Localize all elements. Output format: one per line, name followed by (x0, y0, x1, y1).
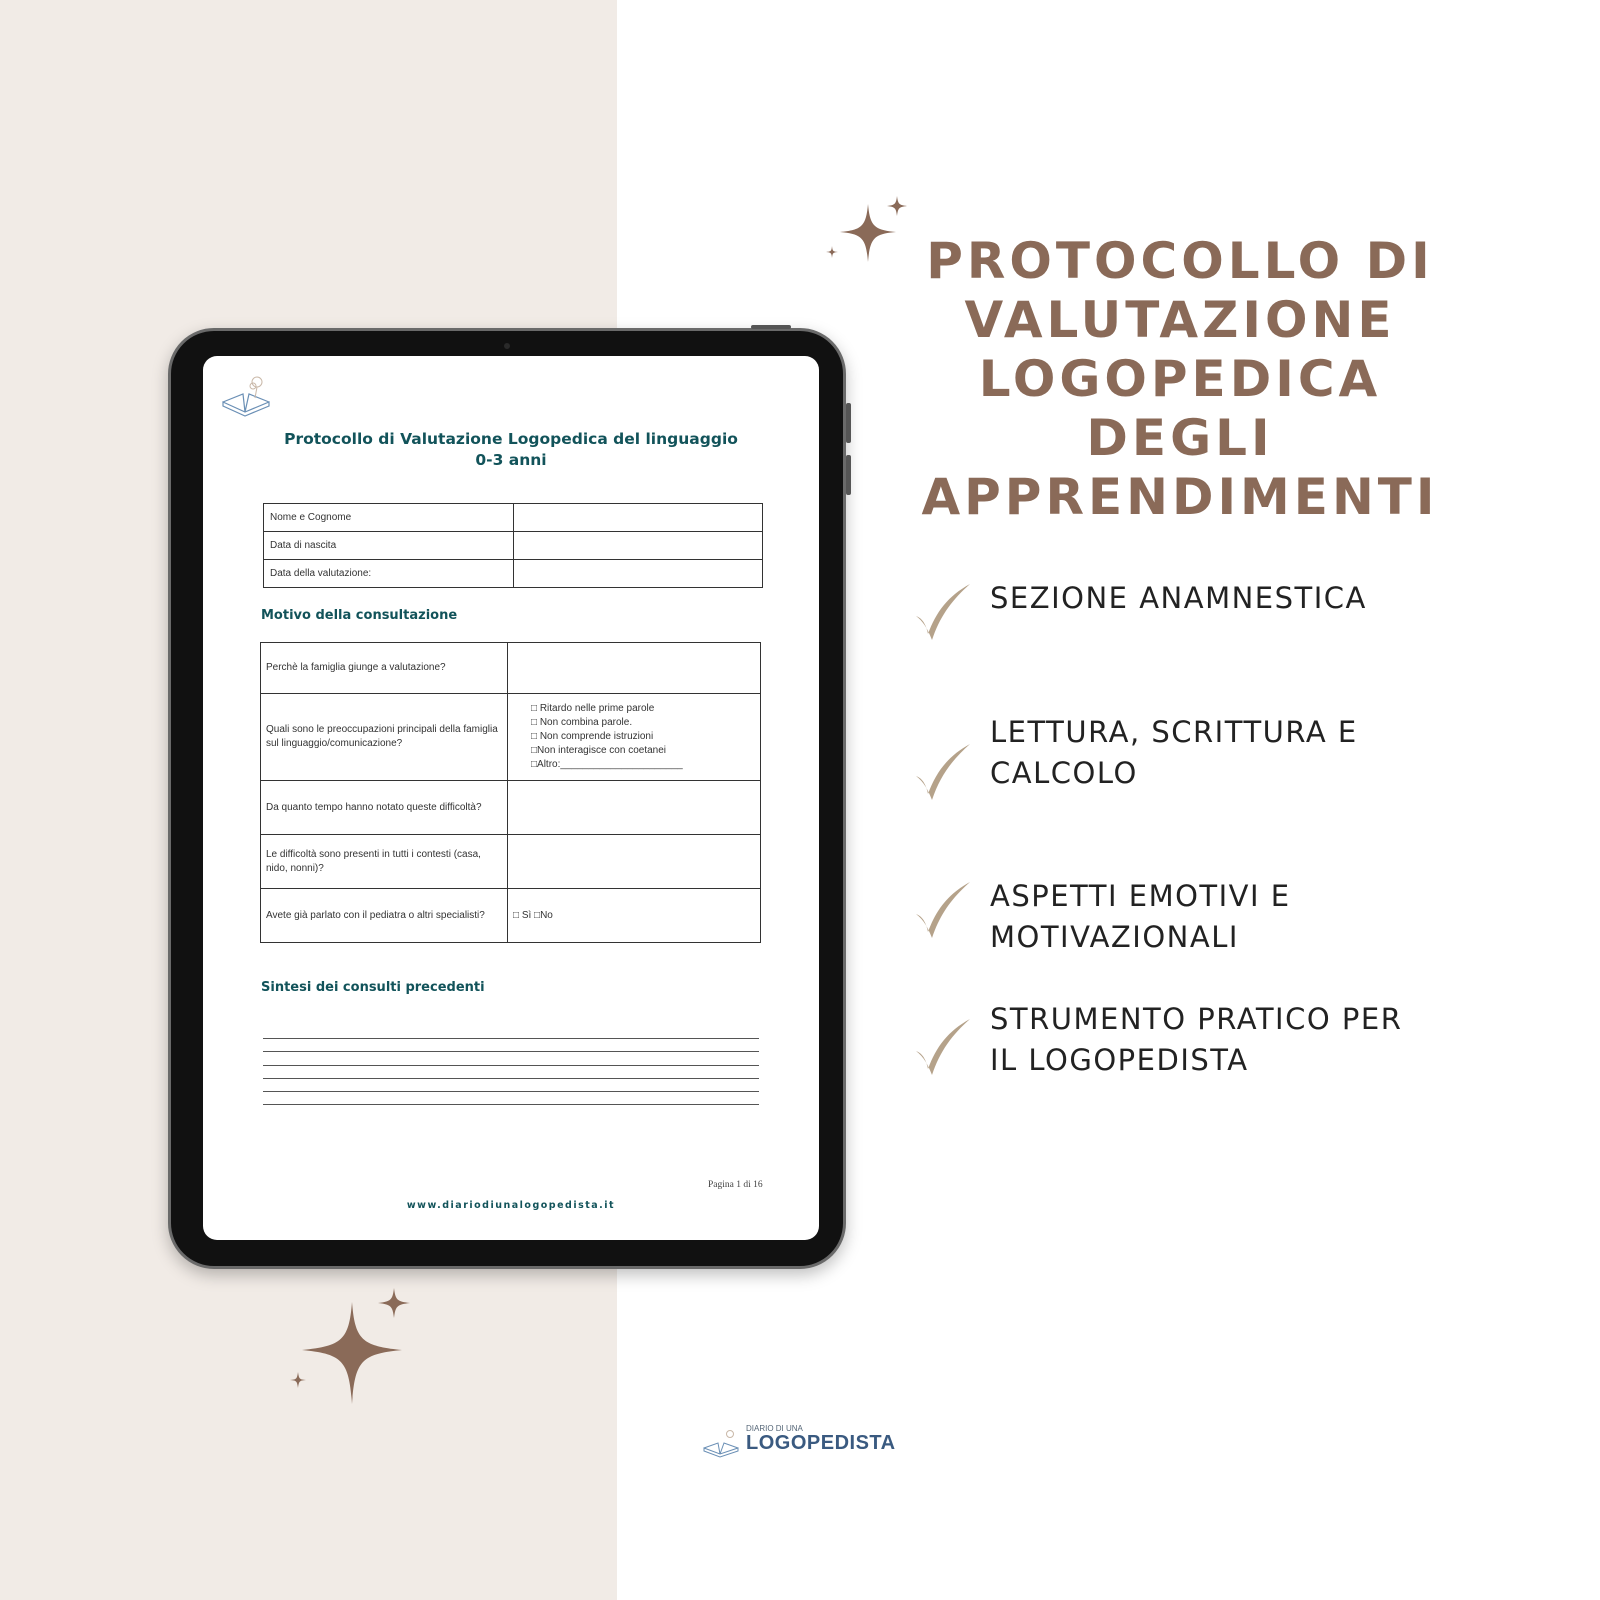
writing-line[interactable] (263, 1066, 759, 1079)
headline-line: VALUTAZIONE (964, 291, 1396, 349)
document-title-line: 0-3 anni (475, 451, 547, 469)
tablet-device (168, 328, 846, 1269)
book-logo-icon (702, 1428, 744, 1464)
yes-no-cell[interactable]: □ Sì □No (508, 889, 761, 943)
checkmark-icon (912, 1017, 974, 1081)
question-cell: Quali sono le preoccupazioni principali della famiglia sul linguaggio/comunicazione? (261, 694, 508, 781)
option-item[interactable]: □Non interagisce con coetanei (531, 745, 667, 756)
tablet-side-button (846, 455, 851, 495)
feature-text (990, 999, 1402, 1081)
brand-name: LOGOPEDISTA (746, 1432, 896, 1454)
feature-text (990, 712, 1358, 794)
table-row (261, 781, 761, 835)
writing-line[interactable] (263, 1026, 759, 1039)
sparkle-icon (822, 196, 912, 276)
field-label: Data di nascita (264, 532, 514, 560)
question-cell: Le difficoltà sono presenti in tutti i contesti (casa, nido, nonni)? (261, 835, 508, 889)
question-cell: Perchè la famiglia giunge a valutazione? (261, 643, 508, 694)
table-row (261, 835, 761, 889)
document-title (203, 429, 819, 471)
page-number: Pagina 1 di 16 (708, 1180, 763, 1190)
feature-line: SEZIONE ANAMNESTICA (990, 581, 1367, 615)
feature-line: CALCOLO (990, 756, 1138, 790)
website-link[interactable]: www.diariodiunalogopedista.it (406, 1200, 616, 1211)
field-label: Data della valutazione: (264, 560, 514, 588)
sparkle-icon (282, 1288, 422, 1418)
answer-cell[interactable] (508, 643, 761, 694)
tablet-side-button (846, 403, 851, 443)
brand-logo (702, 1420, 902, 1470)
patient-info-table (263, 503, 763, 588)
table-row (261, 694, 761, 781)
table-row (264, 560, 763, 588)
writing-line[interactable] (263, 1039, 759, 1052)
book-logo-icon (219, 372, 277, 420)
checkmark-icon (912, 880, 974, 944)
field-value[interactable] (513, 560, 763, 588)
answer-cell[interactable] (508, 781, 761, 835)
tablet-screen (203, 356, 819, 1240)
options-list (513, 702, 755, 772)
camera-dot (504, 343, 510, 349)
option-item[interactable]: □ Non comprende istruzioni (531, 731, 654, 742)
field-value[interactable] (513, 504, 763, 532)
writing-line[interactable] (263, 1092, 759, 1105)
brand-tagline: DIARIO DI UNA (746, 1424, 803, 1433)
answer-cell[interactable] (508, 835, 761, 889)
question-cell: Avete già parlato con il pediatra o altri specialisti? (261, 889, 508, 943)
table-row (261, 889, 761, 943)
table-row (264, 504, 763, 532)
headline-line: APPRENDIMENTI (921, 468, 1439, 526)
feature-text (990, 876, 1291, 958)
feature-line: ASPETTI EMOTIVI E (990, 879, 1291, 913)
checkmark-icon (912, 742, 974, 806)
section-heading-motivo: Motivo della consultazione (261, 608, 458, 623)
writing-line[interactable] (263, 1079, 759, 1092)
consultation-table (260, 642, 761, 943)
option-item[interactable]: □ Non combina parole. (531, 717, 633, 728)
feature-line: STRUMENTO PRATICO PER (990, 1002, 1403, 1036)
answer-cell[interactable] (508, 694, 761, 781)
table-row (261, 643, 761, 694)
writing-lines (263, 1026, 759, 1105)
headline-line: LOGOPEDICA (978, 350, 1382, 408)
field-label: Nome e Cognome (264, 504, 514, 532)
tablet-top-button (751, 325, 791, 329)
feature-line: MOTIVAZIONALI (990, 920, 1239, 954)
feature-line: LETTURA, SCRITTURA E (990, 715, 1358, 749)
table-row (264, 532, 763, 560)
option-item[interactable]: □ Ritardo nelle prime parole (531, 703, 655, 714)
headline (900, 232, 1460, 527)
document-title-line: Protocollo di Valutazione Logopedica del linguaggio (284, 430, 738, 448)
field-value[interactable] (513, 532, 763, 560)
feature-line: IL LOGOPEDISTA (990, 1043, 1249, 1077)
feature-text (990, 578, 1367, 619)
headline-line: DEGLI (1086, 409, 1274, 467)
checkmark-icon (912, 582, 974, 646)
question-cell: Da quanto tempo hanno notato queste difficoltà? (261, 781, 508, 835)
option-item[interactable]: □Altro:______________________ (531, 759, 683, 770)
writing-line[interactable] (263, 1052, 759, 1065)
section-heading-sintesi: Sintesi dei consulti precedenti (261, 980, 485, 995)
headline-line: PROTOCOLLO DI (926, 232, 1434, 290)
